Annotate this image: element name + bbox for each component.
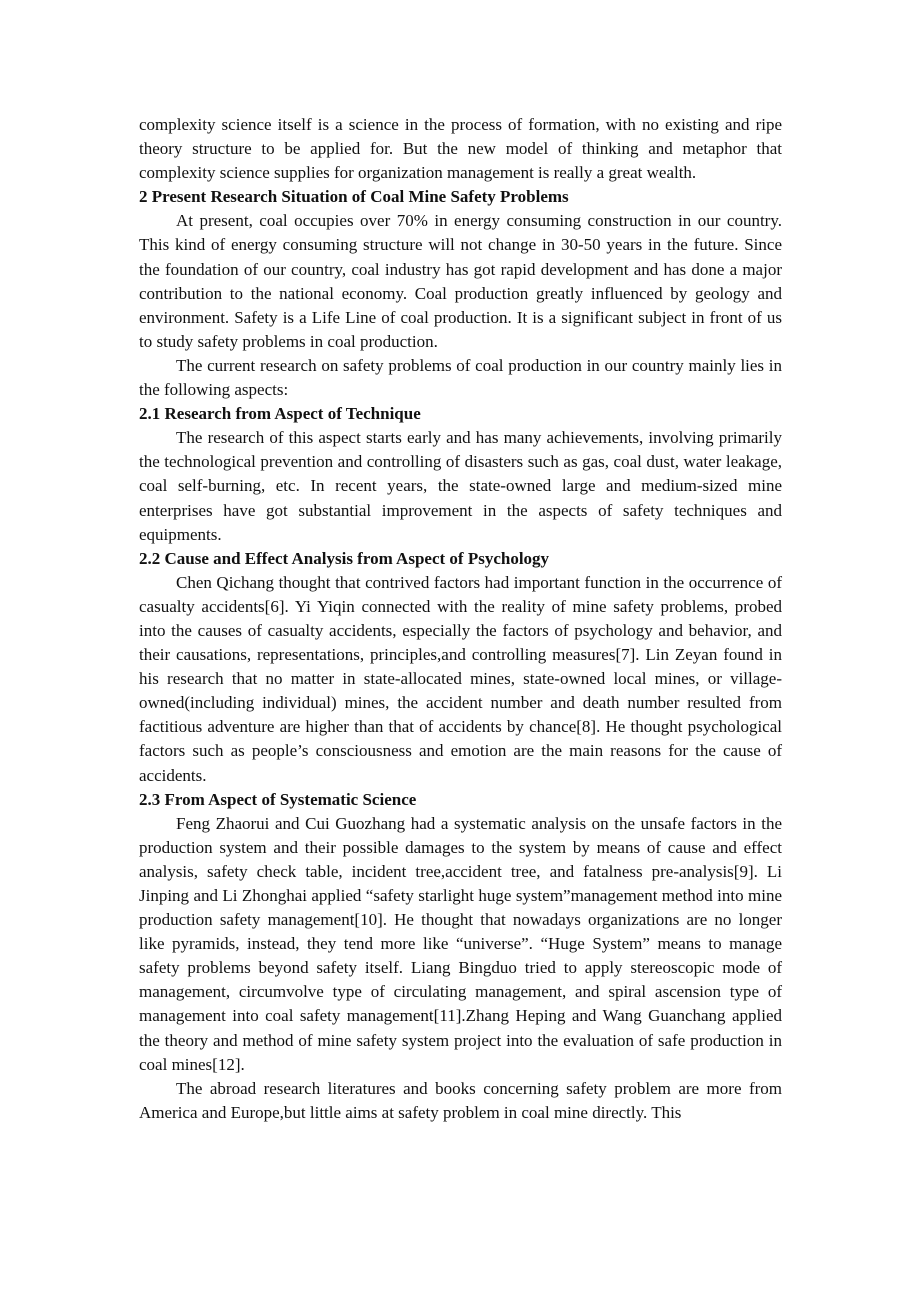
section-2-paragraph-1: At present, coal occupies over 70% in energy consuming construction in our country. This kind of energy consuming structure will not change in 30-50 years in the future. Since the foundation of our country, coal industry has got rapid development and has done a major contribution to the national economy. Coal production greatly influenced by geology and environment. Safety is a Life Line of coal production. It is a significant subject in front of us to study safety problems in coal production. bbox=[139, 211, 782, 351]
section-2-2-paragraph: Chen Qichang thought that contrived factors had important function in the occurrence of casualty accidents[6]. Yi Yiqin connected with the reality of mine safety problems, probed into the causes of casualty accidents, especially the factors of psychology and behavior, and their causations, representations, principles,and controlling measures[7]. Lin Zeyan found in his research that no matter in state-allocated mines, state-owned local mines, or village-owned(including individual) mines, the accident number and death number resulted from factitious adventure are higher than that of accidents by chance[8]. He thought psychological factors such as people’s consciousness and emotion are the main reasons for the cause of accidents. bbox=[139, 572, 782, 785]
section-2-heading: 2 Present Research Situation of Coal Mine Safety Problems bbox=[139, 187, 569, 207]
section-2-3-paragraph-2: The abroad research literatures and books concerning safety problem are more from America and Europe,but little aims at safety problem in coal mine directly. This bbox=[139, 1078, 782, 1122]
paper-page bbox=[139, 113, 782, 1125]
section-2-2-heading: 2.2 Cause and Effect Analysis from Aspect of Psychology bbox=[139, 548, 550, 568]
section-2-3-paragraph-1: Feng Zhaorui and Cui Guozhang had a systematic analysis on the unsafe factors in the production system and their possible damages to the system by means of cause and effect analysis, safety check table, incident tree,accident tree, and fatalness pre-analysis[9]. Li Jinping and Li Zhonghai applied “safety starlight huge system”management method into mine production safety management[10]. He thought that nowadays organizations are no longer like pyramids, instead, they tend more like “universe”. “Huge System” means to manage safety problems beyond safety itself. Liang Bingduo tried to apply stereoscopic mode of management, circumvolve type of circulating management, and spiral ascension type of management into coal safety management[11].Zhang Heping and Wang Guanchang applied the theory and method of mine safety system project into the evaluation of safe production in coal mines[12]. bbox=[139, 813, 782, 1074]
intro-paragraph: complexity science itself is a science in the process of formation, with no existing and ripe theory structure to be applied for. But the new model of thinking and metaphor that complexity science supplies for organization management is really a great wealth. bbox=[139, 115, 782, 183]
section-2-1-heading: 2.1 Research from Aspect of Technique bbox=[139, 404, 421, 424]
section-2-1-paragraph: The research of this aspect starts early and has many achievements, involving primarily the technological prevention and controlling of disasters such as gas, coal dust, water leakage, coal self-burning, etc. In recent years, the state-owned large and medium-sized mine enterprises have got substantial improvement in the aspects of safety techniques and equipments. bbox=[139, 428, 782, 544]
section-2-3-heading: 2.3 From Aspect of Systematic Science bbox=[139, 789, 417, 809]
section-2-paragraph-2: The current research on safety problems of coal production in our country mainly lies in the following aspects: bbox=[139, 355, 782, 400]
